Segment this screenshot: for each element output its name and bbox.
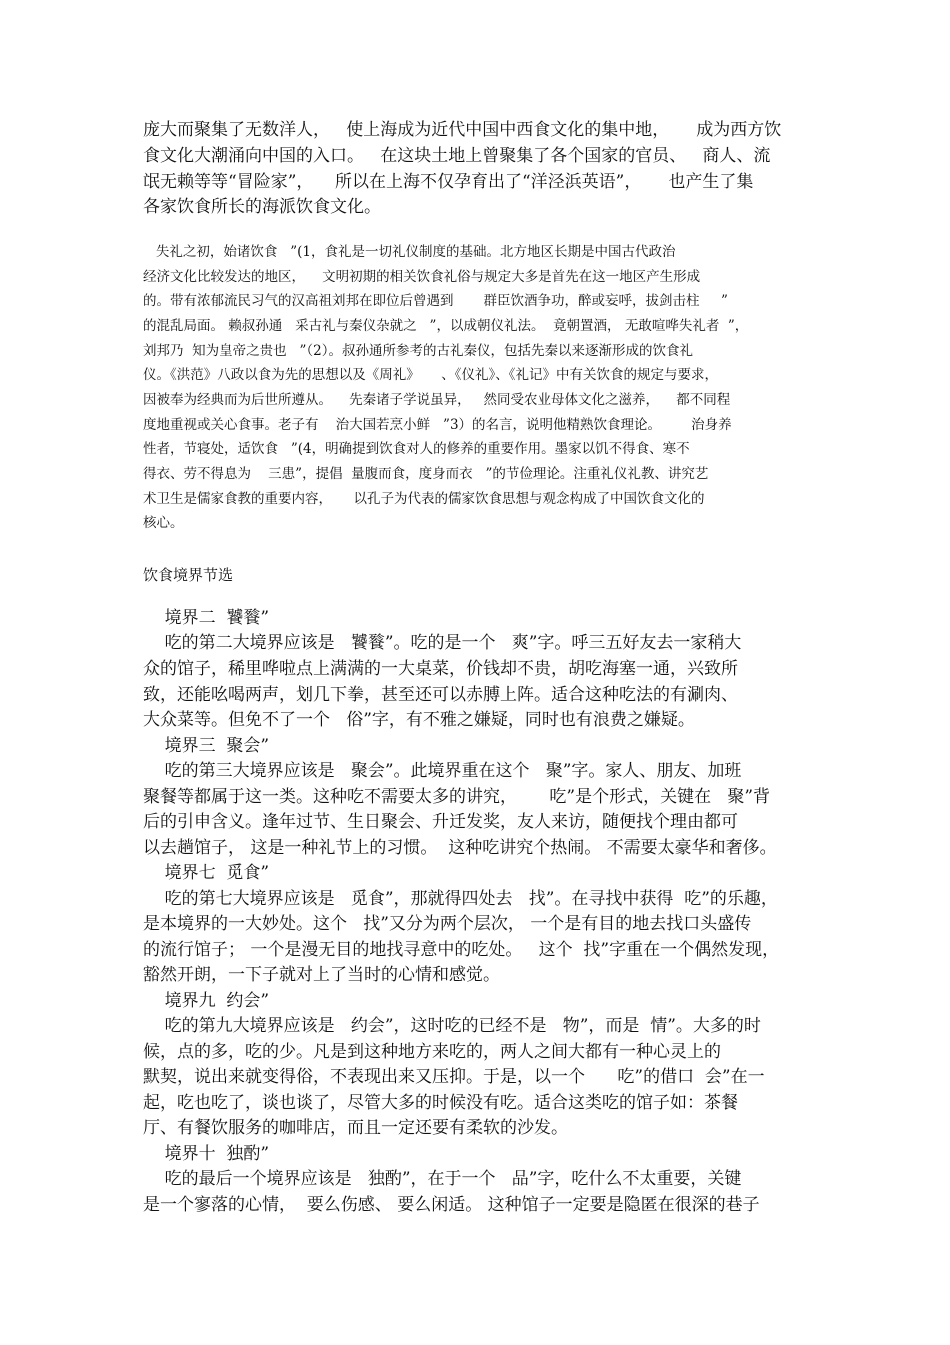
etiquette-line: 仪。《洪范》八政以食为先的思想以及《周礼》 、《仪礼》、《礼记》中有关饮食的规定与要求，: [143, 367, 718, 383]
realm-line: 吃的第二大境界应该是 饕餮”。吃的是一个 爽”字。呼三五好友去一家稍大: [143, 633, 742, 653]
etiquette-line: 术卫生是儒家食教的重要内容， 以孔子为代表的儒家饮食思想与观念构成了中国饮食文化的: [143, 491, 705, 507]
realm-line: 吃的第七大境界应该是 觅食”，那就得四处去 找”。在寻找中获得 吃”的乐趣，: [143, 889, 778, 909]
realm-line: 以去趟馆子， 这是一种礼节上的习惯。 这种吃讲究个热闹。 不需要太豪华和奢侈。: [143, 838, 777, 858]
realm-line: 吃的最后一个境界应该是 独酌”，在于一个 品”字，吃什么不太重要，关键: [143, 1169, 742, 1189]
realm-line: 是本境界的一大妙处。这个 找”又分为两个层次， 一个是有目的地去找口头盛传: [143, 914, 752, 934]
etiquette-line: 因被奉为经典而为后世所遵从。 先秦诸子学说虽异， 然同受农业母体文化之滋养， 都不同程: [143, 392, 731, 408]
etiquette-line: 失礼之初，始诸饮食 ”(1，食礼是一切礼仪制度的基础。北方地区长期是中国古代政治: [143, 244, 676, 260]
realm-line: 豁然开朗，一下子就对上了当时的心情和感觉。: [143, 965, 500, 985]
realm-line: 聚餐等都属于这一类。这种吃不需要太多的讲究， 吃”是个形式，关键在 聚”背: [143, 787, 771, 807]
realm-line: 默契，说出来就变得俗，不表现出来又压抑。于是，以一个 吃”的借口 会”在一: [143, 1067, 765, 1087]
realm-line: 吃的第三大境界应该是 聚会”。此境界重在这个 聚”字。家人、朋友、加班: [143, 761, 742, 781]
realm-title: 境界九 约会”: [143, 991, 270, 1011]
etiquette-line: 的。带有浓郁流民习气的汉高祖刘邦在即位后曾遇到 群臣饮酒争功，醉或妄呼，拔剑击柱 ”: [143, 293, 728, 309]
realm-line: 的流行馆子； 一个是漫无目的地找寻意中的吃处。 这个 找”字重在一个偶然发现，: [143, 940, 780, 960]
realm-line: 大众菜等。但免不了一个 俗”字，有不雅之嫌疑，同时也有浪费之嫌疑。: [143, 710, 695, 730]
realm-line: 厅、有餐饮服务的咖啡店，而且一定还要有柔软的沙发。: [143, 1118, 568, 1138]
etiquette-line: 的混乱局面。 赖叔孙通 采古礼与秦仪杂就之 ”，以成朝仪礼法。 竟朝置酒， 无敢喧哗失礼者 ”，: [143, 318, 749, 334]
realm-title: 境界三 聚会”: [143, 736, 270, 756]
etiquette-line: 经济文化比较发达的地区， 文明初期的相关饮食礼俗与规定大多是首先在这一地区产生形成: [143, 269, 701, 285]
realm-line: 众的馆子，稀里哗啦点上满满的一大桌菜，价钱却不贵，胡吃海塞一通，兴致所: [143, 659, 738, 679]
etiquette-line: 核心。: [143, 515, 184, 531]
realm-line: 候，点的多，吃的少。凡是到这种地方来吃的，两人之间大都有一种心灵上的: [143, 1042, 721, 1062]
intro-line: 庞大而聚集了无数洋人， 使上海成为近代中国中西食文化的集中地， 成为西方饮: [143, 120, 782, 140]
intro-line: 食文化大潮涌向中国的入口。 在这块土地上曾聚集了各个国家的官员、 商人、流: [143, 146, 771, 166]
realm-title: 境界十 独酌”: [143, 1144, 270, 1164]
section-title: 饮食境界节选: [143, 566, 234, 584]
realm-title: 境界七 觅食”: [143, 863, 270, 883]
intro-line: 氓无赖等等“冒险家”， 所以在上海不仅孕育出了“洋泾浜英语”， 也产生了集: [143, 172, 754, 192]
realm-line: 吃的第九大境界应该是 约会”，这时吃的已经不是 物”，而是 情”。大多的时: [143, 1016, 761, 1036]
intro-line: 各家饮食所长的海派饮食文化。: [143, 197, 381, 217]
etiquette-line: 性者，节寝处，适饮食 ”(4，明确提到饮食对人的修养的重要作用。墨家以饥不得食、寒不: [143, 441, 690, 457]
realm-line: 起，吃也吃了，谈也谈了，尽管大多的时候没有吃。适合这类吃的馆子如：茶餐: [143, 1093, 738, 1113]
realm-title: 境界二 饕餮”: [143, 608, 270, 628]
realm-line: 致，还能吆喝两声，划几下拳，甚至还可以赤膊上阵。适合这种吃法的有涮肉、: [143, 685, 738, 705]
etiquette-line: 得衣、劳不得息为 三患”，提倡 量腹而食，度身而衣 ”的节俭理论。注重礼仪礼教、讲究艺: [143, 466, 709, 482]
etiquette-line: 度地重视或关心食事。老子有 治大国若烹小鲜 ”3）的名言，说明他精熟饮食理论。 治身养: [143, 417, 732, 433]
realm-line: 后的引申含义。逢年过节、生日聚会、升迁发奖，友人来访，随便找个理由都可: [143, 812, 738, 832]
etiquette-line: 刘邦乃 知为皇帝之贵也 ”（2）。叔孙通所参考的古礼秦仪，包括先秦以来逐渐形成的饮食礼: [143, 343, 693, 359]
realm-line: 是一个寥落的心情， 要么伤感、 要么闲适。 这种馆子一定要是隐匿在很深的巷子: [143, 1195, 760, 1215]
